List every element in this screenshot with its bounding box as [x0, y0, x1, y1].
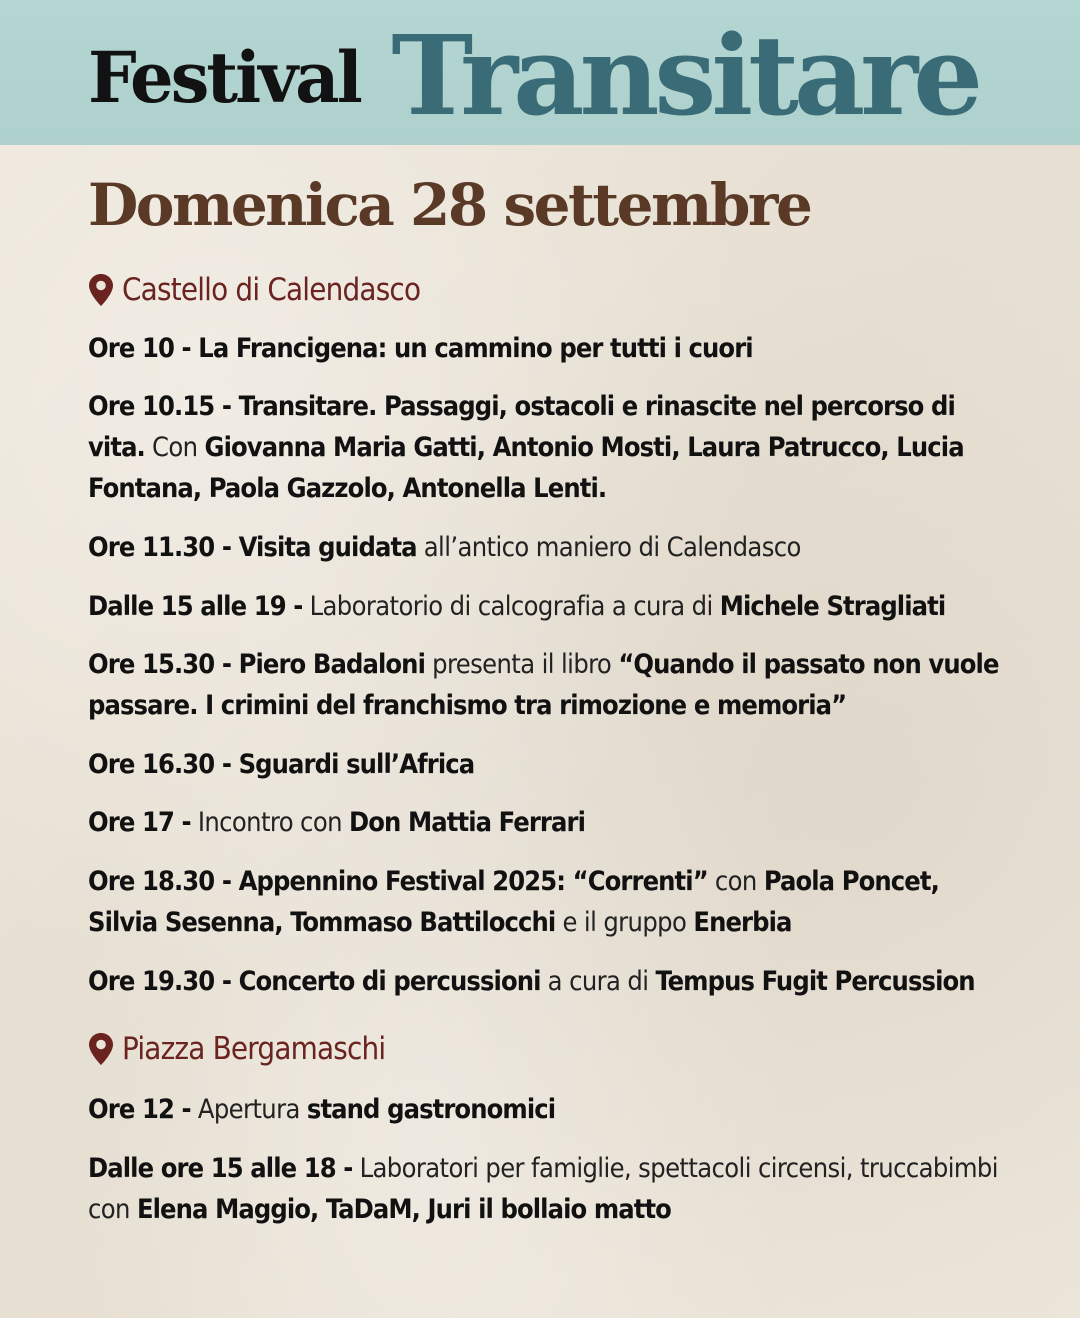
- schedule-entry: [88, 527, 1008, 568]
- entry-text-bold: Ore 10.15 - Transitare. Passaggi, ostacoli e rinascite nel percorso di vita.: [88, 391, 955, 463]
- title-main: Transitare: [391, 11, 979, 140]
- entry-text-bold: Ore 17 -: [88, 807, 191, 838]
- event-date: Domenica 28 settembre: [88, 171, 811, 239]
- entry-text: presenta il libro: [425, 649, 619, 680]
- venue-name: Piazza Bergamaschi: [122, 1031, 386, 1067]
- header-band: [0, 0, 1080, 145]
- entry-text-bold: Ore 18.30 - Appennino Festival 2025: “Correnti”: [88, 866, 708, 897]
- entry-text-bold: Michele Stragliati: [719, 591, 946, 622]
- map-pin-icon: [88, 273, 114, 307]
- entry-text-bold: Ore 15.30 - Piero Badaloni: [88, 649, 426, 680]
- map-pin-icon: [88, 1032, 114, 1066]
- schedule-entry: [88, 328, 1008, 369]
- entry-text: Laboratori per famiglie, spettacoli circensi, truccabimbi con: [88, 1153, 998, 1225]
- entry-text-bold: Ore 16.30 - Sguardi sull’Africa: [88, 749, 475, 780]
- schedule-entry: [88, 1148, 1008, 1230]
- entry-text-bold: Ore 19.30 - Concerto di percussioni: [88, 966, 541, 997]
- entry-text-bold: “Quando il passato non vuole passare. I crimini del franchismo tra rimozione e memoria”: [88, 649, 999, 721]
- schedule-entry: [88, 586, 1008, 627]
- entry-text: Incontro con: [190, 807, 349, 838]
- entry-text-bold: Enerbia: [693, 907, 792, 938]
- title-prefix: Festival: [88, 36, 360, 119]
- schedule-entry: [88, 861, 1008, 943]
- entry-text: e il gruppo: [555, 907, 694, 938]
- entry-text: Con: [144, 432, 205, 463]
- schedule-entry: [88, 961, 1008, 1002]
- entry-text-bold: Ore 11.30 - Visita guidata: [88, 532, 417, 563]
- entry-text: Laboratorio di calcografia a cura di: [302, 591, 720, 622]
- entry-text-bold: Giovanna Maria Gatti, Antonio Mosti, Laura Patrucco, Lucia Fontana, Paola Gazzolo, Antonella Lenti.: [88, 432, 964, 504]
- schedule-entry: [88, 1089, 1008, 1130]
- entry-text-bold: Ore 12 -: [88, 1094, 191, 1125]
- entry-text: all’antico maniero di Calendasco: [416, 532, 801, 563]
- entry-text: con: [707, 866, 764, 897]
- entry-text-bold: Paola Poncet, Silvia Sesenna, Tommaso Battilocchi: [88, 866, 939, 938]
- entry-text-bold: Elena Maggio, TaDaM, Juri il bollaio matto: [136, 1194, 671, 1225]
- festival-title: [88, 0, 978, 145]
- entry-text-bold: Tempus Fugit Percussion: [655, 966, 975, 997]
- schedule-entry: [88, 644, 1008, 726]
- entry-text-bold: Dalle 15 alle 19 -: [88, 591, 303, 622]
- schedule-entry: [88, 744, 1008, 785]
- schedule-entry: [88, 802, 1008, 843]
- entry-text: a cura di: [540, 966, 656, 997]
- entry-text-bold: stand gastronomici: [306, 1094, 556, 1125]
- schedule-entry: [88, 386, 1008, 509]
- venue-heading: [88, 1031, 385, 1067]
- entry-text-bold: Dalle ore 15 alle 18 -: [88, 1153, 353, 1184]
- venue-heading: [88, 272, 420, 308]
- entry-text-bold: Ore 10 - La Francigena: un cammino per tutti i cuori: [88, 333, 753, 364]
- entry-text: Apertura: [190, 1094, 307, 1125]
- entry-text-bold: Don Mattia Ferrari: [348, 807, 585, 838]
- venue-name: Castello di Calendasco: [122, 272, 421, 308]
